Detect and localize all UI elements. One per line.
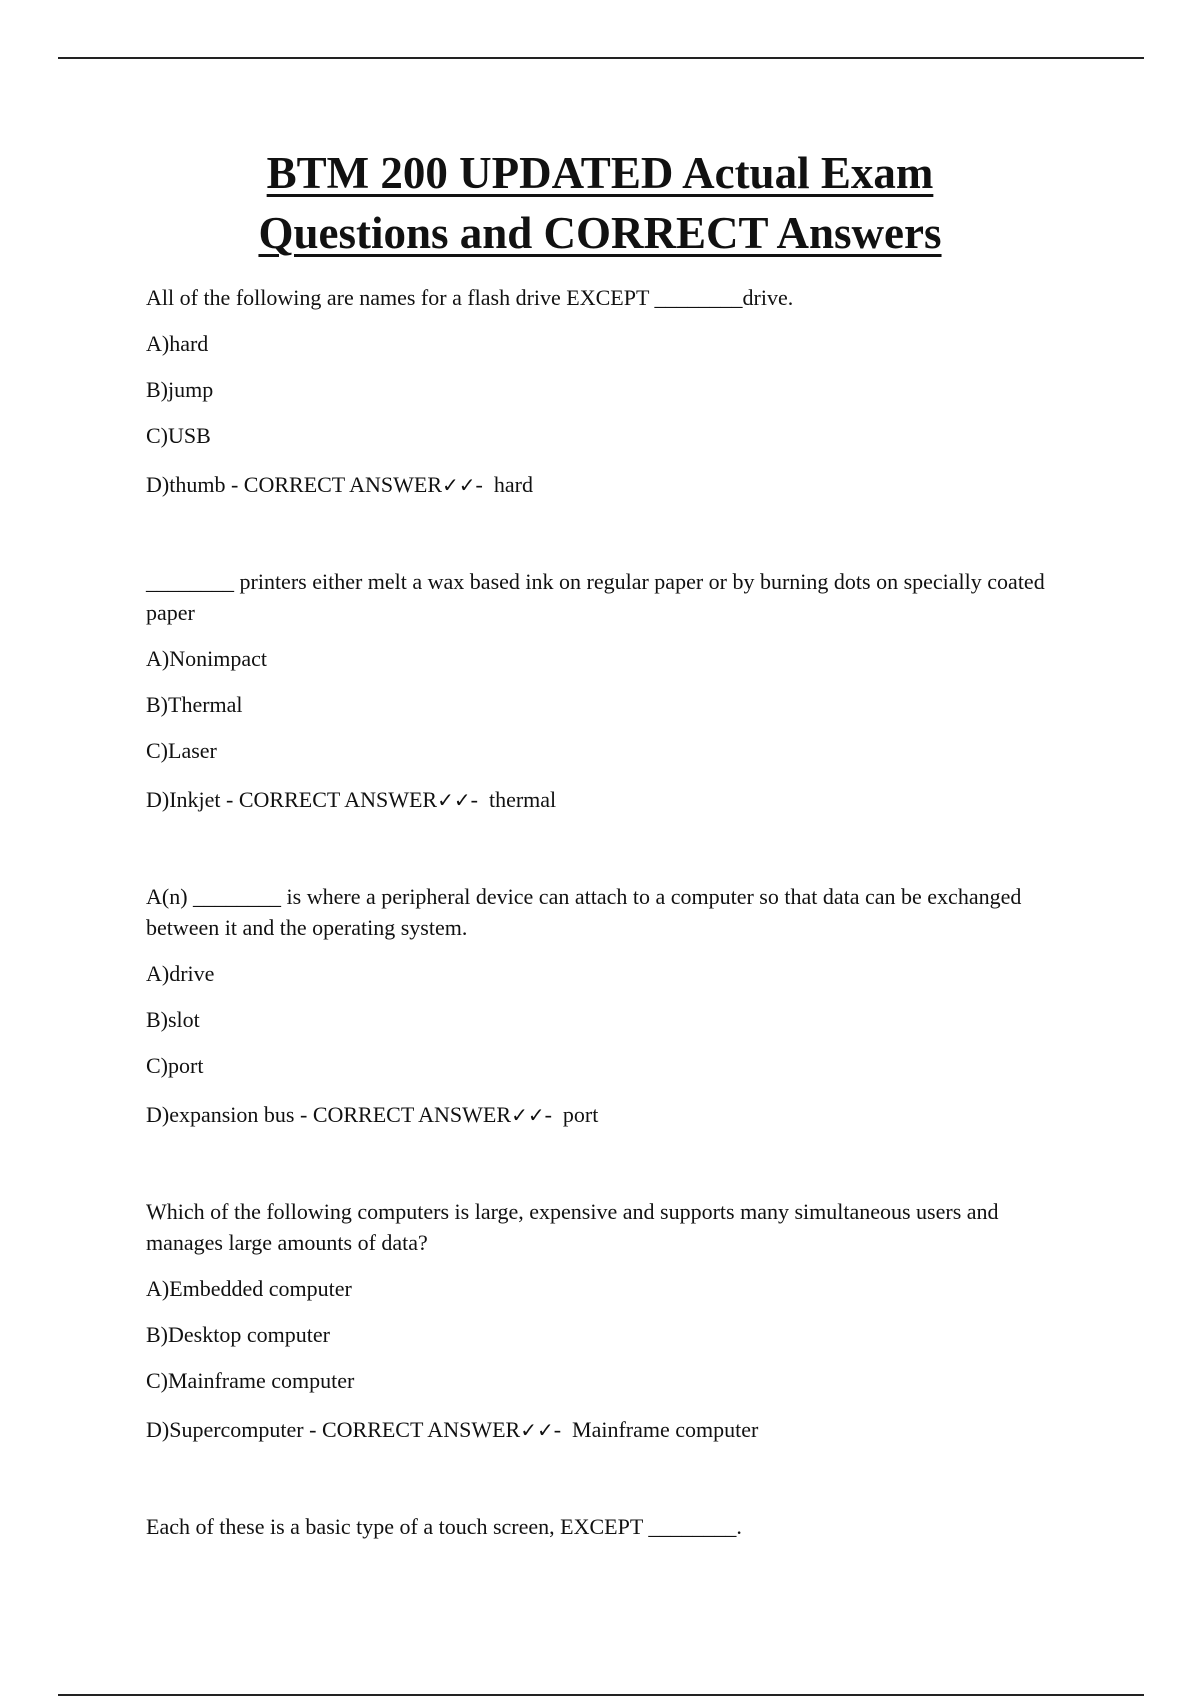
option-c: C)port — [146, 1053, 204, 1078]
option-c: C)Laser — [146, 738, 217, 763]
correct-answer-label: CORRECT ANSWER — [321, 1417, 521, 1442]
option-d-with-answer: D)thumb - CORRECT ANSWER✓✓- hard — [146, 472, 533, 497]
top-rule — [58, 57, 1144, 59]
question-3 — [146, 881, 1076, 1131]
option-a: A)drive — [146, 961, 215, 986]
correct-answer-label: CORRECT ANSWER — [238, 787, 438, 812]
option-a: A)Embedded computer — [146, 1276, 352, 1301]
question-list — [146, 282, 1076, 1542]
option-c: C)Mainframe computer — [146, 1368, 355, 1393]
option-a: A)Nonimpact — [146, 646, 267, 671]
question-4 — [146, 1196, 1076, 1446]
correct-answer-label: CORRECT ANSWER — [312, 1102, 512, 1127]
double-check-icon: ✓✓ — [520, 1418, 554, 1442]
question-text: Each of these is a basic type of a touch screen, EXCEPT ________. — [146, 1514, 742, 1539]
double-check-icon: ✓✓ — [442, 473, 476, 497]
question-text: A(n) ________ is where a peripheral device can attach to a computer so that data can be exchanged between it and the operating system. — [146, 884, 1022, 940]
option-d: D)Inkjet — [146, 787, 221, 812]
question-text: ________ printers either melt a wax based ink on regular paper or by burning dots on specially coated paper — [146, 569, 1045, 625]
option-d: D)Supercomputer — [146, 1417, 304, 1442]
question-2 — [146, 566, 1076, 816]
option-d-with-answer: D)Supercomputer - CORRECT ANSWER✓✓- Mainframe computer — [146, 1417, 759, 1442]
answer-value: thermal — [488, 787, 557, 812]
answer-value: port — [562, 1102, 599, 1127]
option-a: A)hard — [146, 331, 209, 356]
option-c: C)USB — [146, 423, 211, 448]
question-5 — [146, 1511, 1076, 1542]
bottom-rule — [58, 1694, 1144, 1696]
option-b: B)jump — [146, 377, 214, 402]
option-b: B)Thermal — [146, 692, 243, 717]
option-b: B)Desktop computer — [146, 1322, 330, 1347]
option-d: D)expansion bus — [146, 1102, 295, 1127]
option-b: B)slot — [146, 1007, 200, 1032]
answer-value: hard — [493, 472, 533, 497]
question-text: All of the following are names for a flash drive EXCEPT ________drive. — [146, 285, 794, 310]
title-line-1: BTM 200 UPDATED Actual Exam — [266, 148, 934, 198]
question-text: Which of the following computers is large, expensive and supports many simultaneous users and manages large amounts of data? — [146, 1199, 999, 1255]
double-check-icon: ✓✓ — [511, 1103, 545, 1127]
option-d: D)thumb — [146, 472, 226, 497]
answer-value: Mainframe computer — [572, 1417, 759, 1442]
double-check-icon: ✓✓ — [437, 788, 471, 812]
option-d-with-answer: D)Inkjet - CORRECT ANSWER✓✓- thermal — [146, 787, 557, 812]
correct-answer-label: CORRECT ANSWER — [243, 472, 443, 497]
title-line-2: Questions and CORRECT Answers — [258, 208, 942, 258]
option-d-with-answer: D)expansion bus - CORRECT ANSWER✓✓- port — [146, 1102, 599, 1127]
question-1 — [146, 282, 1076, 501]
document-title — [0, 143, 1200, 263]
